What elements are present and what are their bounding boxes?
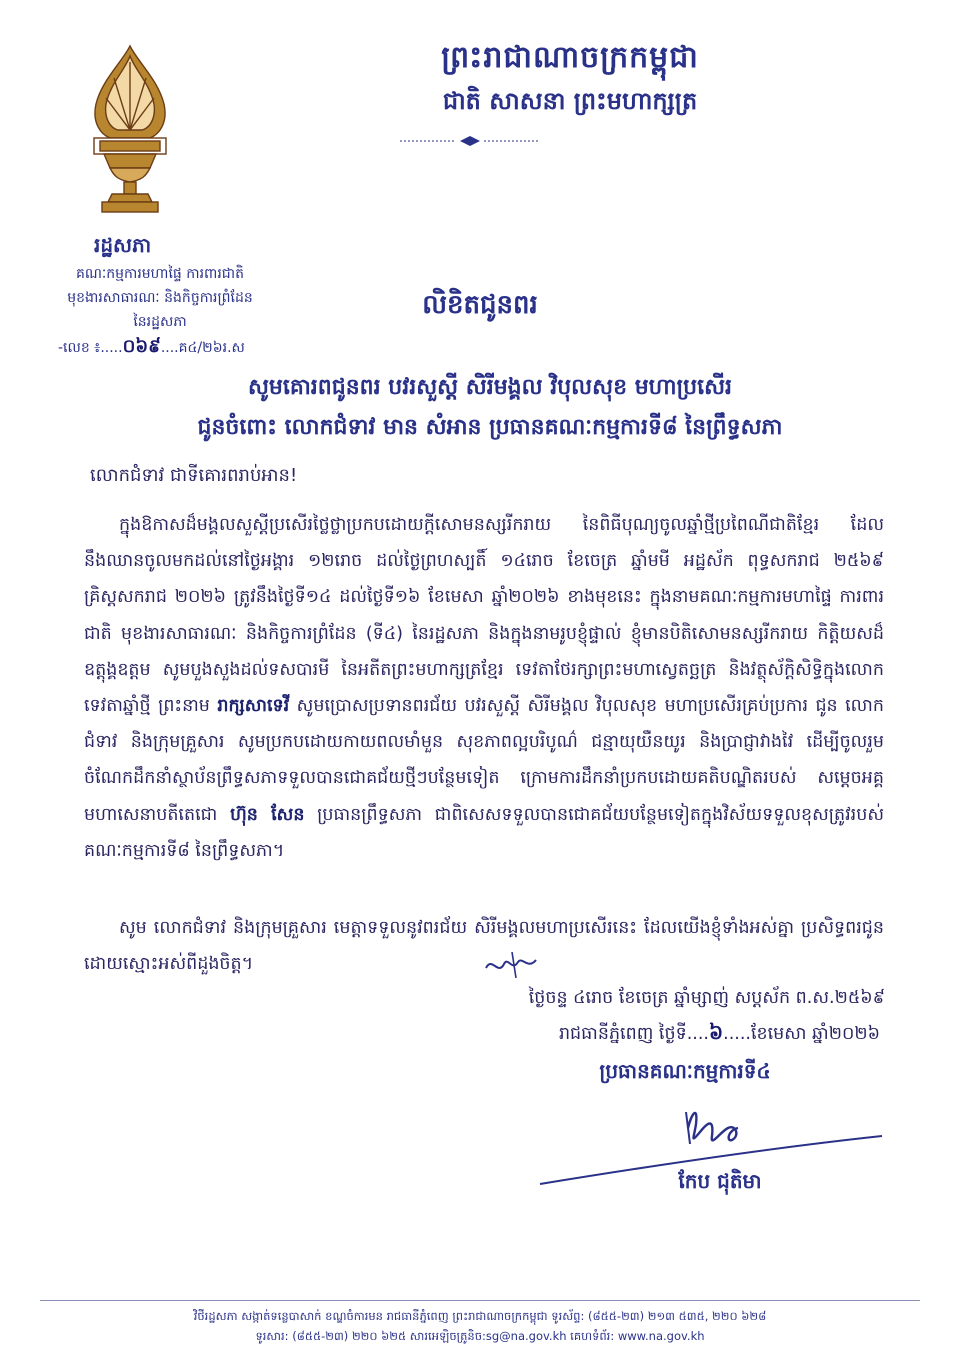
place-and-date [500, 1019, 880, 1049]
senate-president-name: ហ៊ុន សែន [230, 804, 305, 825]
ref-prefix: -លេខ ៖..... [58, 340, 123, 356]
national-motto: ជាតិ សាសនា ព្រះមហាក្សត្រ [442, 86, 698, 115]
initials-mark-icon [482, 948, 542, 982]
commission-line-1: គណៈកម្មការមហាផ្ទៃ ការពារជាតិ [76, 266, 244, 282]
heading-line-1: សូមគោរពជូនពរ បវរសួស្តី សិរីមង្គល វិបុលសុខ មហាប្រសើរ [247, 374, 733, 400]
footer-contacts: ទូរសារ: (៨៥៥-២៣) ២២០ ៦២៥ សារអេឡិចត្រូនិច:sg@na.gov.kh គេហទំព័រ: www.na.gov.kh [255, 1329, 705, 1343]
ornament-divider-icon [400, 134, 540, 148]
body-paragraph-1 [84, 507, 884, 869]
signatory-name: កែប ជុតិមា [678, 1169, 762, 1193]
body-p1-part-b: សូមប្រោសប្រទានពរជ័យ បវរសួស្តី សិរីមង្គល វិបុលសុខ មហាប្រសើរគ្រប់ប្រការ ជូន លោកជំទាវ និងក្រុមគ្រួសារ សូមប្រកបដោយកាយពលមាំមួន សុខភាពល្អបរិបូណ៌ ជន្មាយុយឺនយូរ និងប្រាជ្ញាវាងវៃ ដើម្បីចូលរួមចំណែកដឹកនាំស្ថាប័នព្រឹទ្ធសភាទទួលបានជោគជ័យថ្មីៗបន្ថែមទៀត ក្រោមការដឹកនាំប្រកបដោយគតិបណ្ឌិតរបស់ សម្តេចអគ្គមហាសេនាបតីតេជោ [84, 696, 884, 825]
ref-number: ០៦៩ [122, 336, 161, 357]
place-date-prefix: រាជធានីភ្នំពេញ ថ្ងៃទី.... [558, 1024, 709, 1044]
lunar-date: ថ្ងៃចន្ទ ៤រោច ខែចេត្រ ឆ្នាំម្សាញ់ សប្តស័ក ព.ស.២៥៦៩ [528, 988, 885, 1008]
body-p1-part-a: ក្នុងឱកាសដ៏មង្គលសួស្តីប្រសើរថ្លៃថ្លាប្រកបដោយក្តីសោមនស្សរីករាយ នៃពិធីបុណ្យចូលឆ្នាំថ្មីប្រពៃណីជាតិខ្មែរ ដែលនឹងឈានចូលមកដល់នៅថ្ងៃអង្គារ ១២រោច ដល់ថ្ងៃព្រហស្បតិ៍ ១៤រោច ខែចេត្រ ឆ្នាំមមី អដ្ឋស័ក ពុទ្ធសករាជ ២៥៦៩ គ្រិស្តសករាជ ២០២៦ ត្រូវនឹងថ្ងៃទី១៤ ដល់ថ្ងៃទី១៦ ខែមេសា ឆ្នាំ២០២៦ ខាងមុខនេះ ក្នុងនាមគណៈកម្មការមហាផ្ទៃ ការពារជាតិ មុខងារសាធារណៈ និងកិច្ចការព្រំដែន (ទី៤) នៃរដ្ឋសភា និងក្នុងនាមរូបខ្ញុំផ្ទាល់ ខ្ញុំមានបិតិសោមនស្សរីករាយ កិត្តិយសដ៏ឧត្តុង្គឧត្តម សូមបួងសួងដល់ទសបារមី នៃអតីតព្រះមហាក្សត្រខ្មែរ ទេវតាថែរក្សាព្រះមហាស្វេតច្ឆត្រ និងវត្ថុស័ក្តិសិទ្ធិក្នុងលោក ទេវតាឆ្នាំថ្មី ព្រះនាម [84, 515, 884, 717]
document-title: លិខិតជូនពរ [422, 290, 538, 320]
parliament-emblem-icon [80, 42, 180, 217]
institution-name: រដ្ឋសភា [94, 233, 152, 257]
reference-number [58, 334, 268, 361]
place-date-suffix: .....ខែមេសា ឆ្នាំ២០២៦ [723, 1024, 880, 1044]
date-day: ៦ [708, 1020, 724, 1044]
letter-heading [90, 367, 890, 447]
commission-line-3: នៃរដ្ឋសភា [133, 314, 187, 330]
heading-line-2: ជូនចំពោះ លោកជំទាវ មាន សំអាន ប្រធានគណៈកម្មការទី៨ នៃព្រឹទ្ធសភា [197, 414, 783, 440]
kingdom-title: ព្រះរាជាណាចក្រកម្ពុជា [441, 40, 699, 75]
signatory-title: ប្រធានគណៈកម្មការទី៤ [599, 1059, 771, 1083]
ref-suffix: ....គ៤/២៦រ.ស [160, 340, 245, 356]
footer-address: វិថីរដ្ឋសភា សង្កាត់ទន្លេបាសាក់ ខណ្ឌចំការមន រាជធានីភ្នំពេញ ព្រះរាជាណាចក្រកម្ពុជា ទូរស័ព្ទ: (៨៥៥-២៣) ២១៣ ៥៣៥, ២២០ ៦២៨ [193, 1309, 767, 1323]
deity-name: រាក្សសាទេវី [217, 696, 290, 717]
commission-name [40, 262, 280, 334]
footer-divider [40, 1300, 920, 1301]
body-p2-text: សូម លោកជំទាវ និងក្រុមគ្រួសារ មេត្តាទទួលនូវពរជ័យ សិរីមង្គលមហាប្រសើរនេះ ដែលយើងខ្ញុំទាំងអស់គ្នា ប្រសិទ្ធពរជូនដោយស្មោះអស់ពីដួងចិត្ត។ [84, 918, 884, 975]
salutation: លោកជំទាវ ជាទីគោរពរាប់អាន! [90, 465, 298, 486]
footer-contact [60, 1306, 900, 1346]
body-p1-part-c: ប្រធានព្រឹទ្ធសភា ជាពិសេសទទួលបានជោគជ័យបន្ថែមទៀតក្នុងវិស័យទទួលខុសត្រូវរបស់គណៈកម្មការទី៨ នៃព្រឹទ្ធសភា។ [84, 804, 884, 861]
commission-line-2: មុខងារសាធារណៈ និងកិច្ចការព្រំដែន [67, 290, 253, 306]
